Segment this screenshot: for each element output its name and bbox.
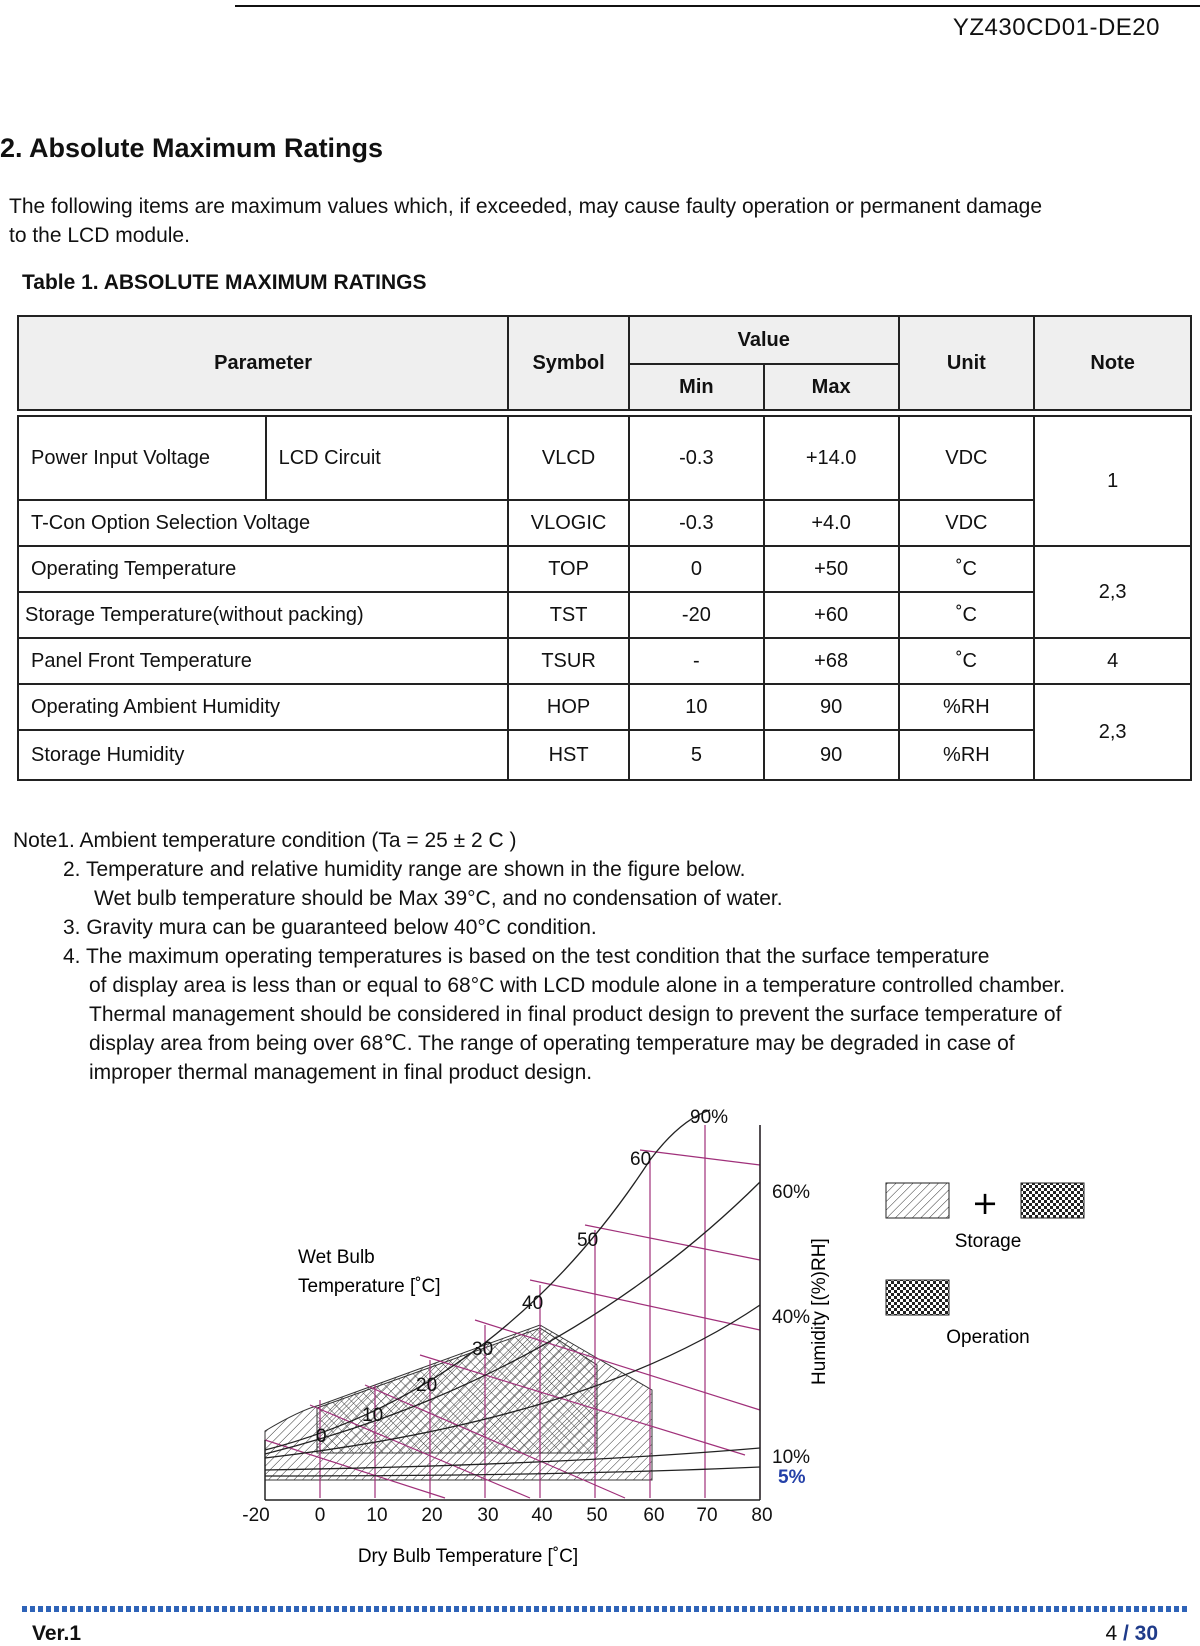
min-cell: 0 [629,546,764,592]
note-line: improper thermal management in final product design. [89,1061,593,1084]
unit-cell: VDC [899,500,1035,546]
rh-label: 90% [690,1107,729,1128]
wet-bulb-label: Wet Bulb [298,1247,375,1268]
note-line: Wet bulb temperature should be Max 39°C, and no condensation of water. [94,887,783,910]
x-axis-label: Dry Bulb Temperature [˚C] [357,1546,579,1567]
symbol-cell: VLOGIC [508,500,629,546]
param-cell: Storage Temperature(without packing) [18,592,508,638]
header-min: Min [629,364,764,410]
table-row [18,684,1191,730]
x-tick-label: 50 [586,1505,608,1526]
psychrometric-chart [0,1095,1200,1595]
y-axis-label: Humidity [(%)RH] [809,1238,830,1385]
x-tick-label: 20 [421,1505,443,1526]
wet-bulb-label: Temperature [˚C] [298,1276,441,1297]
header-rule [235,5,1200,7]
header-parameter: Parameter [18,316,508,410]
symbol-cell: TOP [508,546,629,592]
table-row [18,416,1191,500]
symbol-cell: TST [508,592,629,638]
section-title: 2. Absolute Maximum Ratings [0,133,384,163]
note-cell: 2,3 [1034,684,1191,780]
note-line: display area from being over 68℃. The range of operating temperature may be degraded in case of [89,1032,1015,1055]
note-cell: 2,3 [1034,546,1191,638]
max-cell: +50 [764,546,899,592]
legend-operation-swatch [886,1280,949,1315]
x-tick-labels [242,1505,772,1526]
symbol-cell: VLCD [508,416,629,500]
wet-bulb-tick: 60 [630,1149,652,1170]
param-cell: Storage Humidity [18,730,508,780]
min-cell: 5 [629,730,764,780]
table-row [18,638,1191,684]
unit-cell: ˚C [899,546,1035,592]
max-cell: 90 [764,684,899,730]
wet-bulb-tick: 20 [416,1375,438,1396]
rh-label: 40% [772,1307,811,1328]
max-cell: +60 [764,592,899,638]
page-total: / 30 [1122,1622,1158,1645]
table-row [18,500,1191,546]
x-tick-label: 40 [531,1505,553,1526]
note-cell: 4 [1034,638,1191,684]
unit-cell: ˚C [899,638,1035,684]
unit-cell: %RH [899,684,1035,730]
x-tick-label: 30 [477,1505,499,1526]
x-tick-label: 60 [643,1505,665,1526]
note-line: 4. The maximum operating temperatures is based on the test condition that the surface temperature [63,945,990,968]
min-cell: -0.3 [629,500,764,546]
min-cell: -0.3 [629,416,764,500]
intro-line: to the LCD module. [9,224,190,247]
symbol-cell: HOP [508,684,629,730]
x-tick-label: 70 [696,1505,718,1526]
note-line: of display area is less than or equal to 68°C with LCD module alone in a temperature controlled chamber. [89,974,1066,997]
max-cell: +14.0 [764,416,899,500]
header-value: Value [629,316,898,364]
param-cell: T-Con Option Selection Voltage [18,500,508,546]
param-cell: Operating Ambient Humidity [18,684,508,730]
footer-dotted-rule [22,1606,1187,1612]
legend-storage-label: Storage [954,1231,1022,1252]
table-title: Table 1. ABSOLUTE MAXIMUM RATINGS [22,271,427,294]
subparam-cell: LCD Circuit [266,416,509,500]
header-symbol: Symbol [508,316,629,410]
param-cell: Power Input Voltage [18,416,266,500]
header-note: Note [1034,316,1191,410]
legend-operation-label: Operation [946,1327,1030,1348]
page-current: 4 [1105,1622,1118,1645]
notes-block [13,826,1065,1087]
unit-cell: VDC [899,416,1035,500]
unit-cell: ˚C [899,592,1035,638]
version-label: Ver.1 [32,1622,82,1645]
document-code: YZ430CD01-DE20 [952,14,1160,41]
wet-bulb-tick: 0 [316,1426,327,1447]
ratings-table [17,315,1192,781]
intro-paragraph [9,192,1194,250]
legend-plus: + [971,1184,999,1222]
wet-bulb-tick: 40 [522,1293,544,1314]
param-cell: Operating Temperature [18,546,508,592]
page-number [1105,1622,1158,1646]
note-cell: 1 [1034,416,1191,546]
legend-storage-checker-swatch [1021,1183,1084,1218]
table-row [18,592,1191,638]
rh-label: 60% [772,1182,811,1203]
min-cell: -20 [629,592,764,638]
symbol-cell: HST [508,730,629,780]
max-cell: +4.0 [764,500,899,546]
header-max: Max [764,364,899,410]
max-cell: +68 [764,638,899,684]
param-cell: Panel Front Temperature [18,638,508,684]
intro-line: The following items are maximum values which, if exceeded, may cause faulty operation or permanent damage [9,195,1043,218]
symbol-cell: TSUR [508,638,629,684]
table-row [18,730,1191,780]
legend-storage-hatch-swatch [886,1183,949,1218]
x-tick-label: -20 [242,1505,270,1526]
x-tick-label: 10 [366,1505,388,1526]
x-tick-label: 80 [751,1505,773,1526]
wet-bulb-tick: 10 [362,1405,384,1426]
x-tick-label: 0 [314,1505,326,1526]
wet-bulb-tick: 30 [472,1339,494,1360]
min-cell: - [629,638,764,684]
max-cell: 90 [764,730,899,780]
wet-bulb-tick: 50 [577,1230,599,1251]
note-line: 2. Temperature and relative humidity range are shown in the figure below. [63,858,746,881]
rh-label: 10% [772,1447,811,1468]
rh-label-5pct: 5% [778,1467,806,1488]
min-cell: 10 [629,684,764,730]
unit-cell: %RH [899,730,1035,780]
header-unit: Unit [899,316,1035,410]
note-line: 3. Gravity mura can be guaranteed below 40°C condition. [63,916,597,939]
note-line: Note1. Ambient temperature condition (Ta = 25 ± 2 C ) [13,829,517,852]
note-line: Thermal management should be considered in final product design to prevent the surface temperature of [89,1003,1062,1026]
table-row [18,546,1191,592]
